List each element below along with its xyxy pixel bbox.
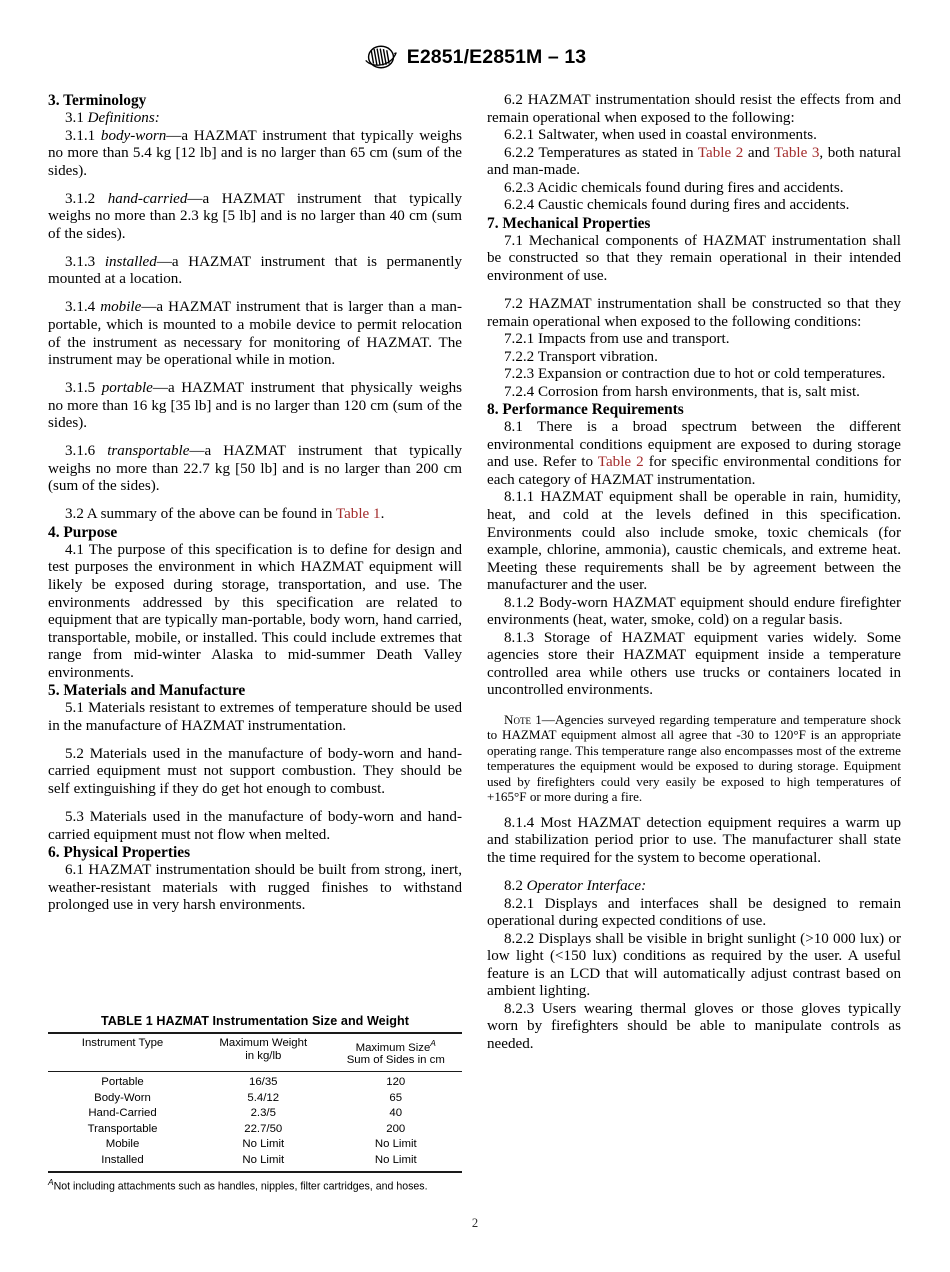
footnote-marker-icon: A <box>48 1177 54 1188</box>
clause-number: 3.1.2 <box>65 190 108 207</box>
clause-text: —a HAZMAT instrument that is permanently mounted at a location. <box>48 253 462 288</box>
paragraph-5-2: 5.2 Materials used in the manufacture of body-worn and hand-carried equipment must not support combustion. They should be self extinguishing if they do get hot enough to combust. <box>48 745 462 797</box>
column-header-line-1: Maximum Size <box>355 1041 431 1054</box>
paragraph-8-1-1: 8.1.1 HAZMAT equipment shall be operable in rain, humidity, heat, and cold at the levels defined in this specification. Environments could also include smoke, toxic chemicals (for example, chlorine, ammonia), caustic chemicals, and extreme heat. Meeting these requirements shall be by agreement between the manufacturer and the user. <box>487 489 901 594</box>
paragraph-8-1-4: 8.1.4 Most HAZMAT detection equipment requires a warm up and stabilization period prior to use. The manufacturer shall state the time required for the system to become operational. <box>487 814 901 867</box>
document-designation: E2851/E2851M – 13 <box>406 45 587 68</box>
section-heading-materials-and-manufacture: 5. Materials and Manufacture <box>48 682 246 700</box>
cell-maximum-size: 200 <box>386 1122 406 1135</box>
table-header-row <box>48 1033 462 1071</box>
cell-instrument-type: Mobile <box>105 1138 140 1151</box>
cell-maximum-size: No Limit <box>374 1138 417 1151</box>
paragraph-8-2-2: 8.2.2 Displays shall be visible in bright sunlight (>10 000 lux) or low light (<150 lux) conditions as required by the user. A useful feature is an LCD that will automatically adjust contrast based on ambient lighting. <box>487 930 901 1000</box>
table-row <box>48 1137 462 1153</box>
column-header-line-1: Maximum Weight <box>219 1037 308 1049</box>
clause-number: 3.1.1 <box>65 127 101 144</box>
table-row <box>48 1071 462 1090</box>
left-column <box>48 92 462 915</box>
paragraph-5-1: 5.1 Materials resistant to extremes of temperature should be used in the manufacture of HAZMAT instrumentation. <box>48 700 462 734</box>
cell-maximum-weight: 16/35 <box>249 1075 278 1088</box>
paragraph-8-1-3: 8.1.3 Storage of HAZMAT equipment varies widely. Some agencies store their HAZMAT equipment inside a temperature controlled area while others use trucks or containers located in uncontrolled environments. <box>487 629 901 699</box>
clause-number: 3.1.6 <box>65 443 108 460</box>
clause-number: 3.1.5 <box>65 380 102 397</box>
defined-term: mobile <box>100 299 142 316</box>
clause-text-end: . <box>380 506 385 523</box>
defined-term: hand-carried <box>107 190 188 207</box>
paragraph-6-2: 6.2 HAZMAT instrumentation should resist the effects from and remain operational when exposed to the following: <box>487 92 901 126</box>
footnote-marker-icon: A <box>430 1038 436 1048</box>
paragraph-3-1-3 <box>48 254 462 289</box>
clause-text: —a HAZMAT instrument that typically weighs no more than 22.7 kg [50 lb] and is no larger than 200 cm (sum of the sides). <box>48 443 462 495</box>
table-1-head <box>48 1033 462 1071</box>
cell-maximum-weight: No Limit <box>197 1153 329 1173</box>
table-row <box>48 1106 462 1122</box>
paragraph-3-2 <box>48 506 462 524</box>
paragraph-3-1-4 <box>48 299 462 369</box>
clause-text: 3.2 A summary of the above can be found in <box>65 506 336 523</box>
clause-number: 3.1 <box>65 110 88 126</box>
paragraph-8-1-2: 8.1.2 Body-worn HAZMAT equipment should endure firefighter environments (heat, water, smoke, cold) on a regular basis. <box>487 594 901 629</box>
paragraph-3-1-1 <box>48 128 462 181</box>
column-header-line-2: in kg/lb <box>245 1049 282 1062</box>
cell-maximum-weight: No Limit <box>242 1138 285 1151</box>
clause-number: 3.1.4 <box>65 299 101 316</box>
table-3-crossref-link[interactable]: Table 3 <box>773 144 820 161</box>
paragraph-6-2-1: 6.2.1 Saltwater, when used in coastal environments. <box>504 127 817 144</box>
clause-number: 8.2 <box>504 878 527 895</box>
defined-term: body-worn <box>100 127 167 144</box>
column-header-maximum-size <box>330 1033 463 1071</box>
cell-maximum-size: 65 <box>389 1091 403 1104</box>
note-label: Note <box>504 712 531 727</box>
column-header-maximum-weight <box>197 1033 329 1071</box>
clause-text: —a HAZMAT instrument that typically weighs no more than 2.3 kg [5 lb] and is no larger than 40 cm (sum of the sides). <box>48 190 462 242</box>
paragraph-3-1-5 <box>48 380 462 433</box>
cell-maximum-weight: 22.7/50 <box>244 1122 283 1135</box>
cell-maximum-weight: 2.3/5 <box>250 1107 276 1120</box>
section-heading-terminology: 3. Terminology <box>48 92 147 109</box>
paragraph-3-1-2 <box>48 191 462 244</box>
note-1 <box>487 712 901 804</box>
cell-maximum-weight: 5.4/12 <box>247 1091 280 1104</box>
note-text: 1—Agencies surveyed regarding temperature and temperature shock to HAZMAT equipment almost all agree that -30 to 120°F is an appropriate operating range. This temperature range also encompasses most of the extreme temperatures the equipment would be exposed to during storage. Equipment used by firefighters could very easily be exposed to high temperatures of +165°F or more during a fire. <box>487 712 901 805</box>
cell-instrument-type: Body-Worn <box>94 1091 151 1104</box>
cell-instrument-type: Hand-Carried <box>88 1107 157 1120</box>
table-1-caption: TABLE 1 HAZMAT Instrumentation Size and Weight <box>100 1014 410 1028</box>
cell-instrument-type: Transportable <box>87 1122 158 1135</box>
paragraph-7-2-1: 7.2.1 Impacts from use and transport. <box>504 331 730 348</box>
table-1-block <box>48 1014 462 1194</box>
paragraph-7-1: 7.1 Mechanical components of HAZMAT instrumentation shall be constructed so that they remain operational in their intended environment of use. <box>487 232 901 284</box>
paragraph-8-1 <box>487 419 901 489</box>
table-1 <box>48 1032 462 1173</box>
clause-number: 3.1.3 <box>65 253 105 270</box>
section-heading-physical-properties: 6. Physical Properties <box>48 844 191 862</box>
clause-text: —a HAZMAT instrument that typically weighs no more than 5.4 kg [12 lb] and is no larger than 65 cm (sum of the sides). <box>48 127 462 179</box>
astm-logo-icon <box>364 44 398 70</box>
page-number: 2 <box>471 1216 479 1230</box>
paragraph-3-1-6 <box>48 443 462 496</box>
paragraph-8-2-3: 8.2.3 Users wearing thermal gloves or those gloves typically worn by firefighters should be able to manipulate controls as needed. <box>487 1000 901 1052</box>
defined-term: portable <box>101 380 153 397</box>
column-header-instrument-type: Instrument Type <box>48 1033 197 1071</box>
paragraph-7-2-2: 7.2.2 Transport vibration. <box>504 348 658 365</box>
defined-term: Operator Interface: <box>526 878 647 895</box>
clause-text: —a HAZMAT instrument that is larger than a man-portable, which is mounted to a mobile device to permit relocation of the instrument as necessary for monitoring of HAZMAT. The instrument may be operational while in motion. <box>48 299 462 369</box>
cell-maximum-size: 40 <box>389 1107 403 1120</box>
paragraph-4-1: 4.1 The purpose of this specification is to define for design and test purposes the environment in which HAZMAT equipment will likely be exposed during storage, transportation, and use. The environments addressed by this specification are related to equipment that are typically man-portable, body worn, hand carried, transportable, mobile, or installed. This could include extremes that range from mid-winter Alaska to mid-summer Death Valley environments. <box>48 541 462 681</box>
paragraph-6-2-3: 6.2.3 Acidic chemicals found during fires and accidents. <box>504 179 844 196</box>
table-2-crossref-link[interactable]: Table 2 <box>697 144 744 161</box>
page-header <box>0 44 950 70</box>
paragraph-8-2-1: 8.2.1 Displays and interfaces shall be designed to remain operational during expected conditions of use. <box>487 895 901 930</box>
defined-term: installed <box>104 253 157 270</box>
paragraph-8-2 <box>487 878 901 896</box>
clause-text-mid: and <box>743 144 774 161</box>
table-row <box>48 1090 462 1106</box>
paragraph-7-2-3: 7.2.3 Expansion or contraction due to hot or cold temperatures. <box>504 366 886 383</box>
clause-text: —a HAZMAT instrument that physically weighs no more than 16 kg [35 lb] and is no larger than 120 cm (sum of the sides). <box>48 380 462 432</box>
cell-maximum-size: 120 <box>386 1075 406 1088</box>
clause-text: 8.1 There is a broad spectrum between the different environmental conditions equipment are exposed to during storage and use. Refer to <box>487 419 901 471</box>
clause-text-end: , both natural and man-made. <box>487 144 902 179</box>
column-header-line-2: Sum of Sides in cm <box>346 1054 445 1067</box>
defined-term: transportable <box>107 443 190 460</box>
section-heading-mechanical-properties: 7. Mechanical Properties <box>487 214 651 232</box>
paragraph-6-2-4: 6.2.4 Caustic chemicals found during fires and accidents. <box>504 197 850 214</box>
table-1-body <box>48 1071 462 1172</box>
defined-term: Definitions: <box>87 110 160 126</box>
paragraph-5-3: 5.3 Materials used in the manufacture of body-worn and hand-carried equipment must not flow when melted. <box>48 809 462 843</box>
paragraph-7-2-4: 7.2.4 Corrosion from harsh environments, that is, salt mist. <box>504 383 860 400</box>
clause-text-end: for specific environmental conditions for each category of HAZMAT instrumentation. <box>487 454 901 488</box>
paragraph-7-2: 7.2 HAZMAT instrumentation shall be constructed so that they remain operational when exposed to the following conditions: <box>487 295 901 330</box>
cell-instrument-type: Installed <box>48 1153 197 1173</box>
cell-maximum-size: No Limit <box>330 1153 463 1173</box>
paragraph-6-2-2 <box>487 145 901 180</box>
footnote-text: Not including attachments such as handles, nipples, filter cartridges, and hoses. <box>53 1180 428 1193</box>
section-heading-purpose: 4. Purpose <box>48 523 118 541</box>
paragraph-3-1 <box>48 110 462 128</box>
table-row <box>48 1122 462 1138</box>
table-1-crossref-link[interactable]: Table 1 <box>335 506 381 523</box>
clause-text: 6.2.2 Temperatures as stated in <box>504 144 698 161</box>
table-1-footnote <box>48 1176 462 1194</box>
cell-instrument-type: Portable <box>101 1075 144 1088</box>
section-heading-performance-requirements: 8. Performance Requirements <box>487 401 684 419</box>
table-2-crossref-link-2[interactable]: Table 2 <box>597 454 644 471</box>
right-column <box>487 92 901 1054</box>
table-row <box>48 1153 462 1173</box>
paragraph-6-1: 6.1 HAZMAT instrumentation should be built from strong, inert, weather-resistant materials with rugged finishes to withstand prolonged use in very harsh environments. <box>48 862 462 914</box>
